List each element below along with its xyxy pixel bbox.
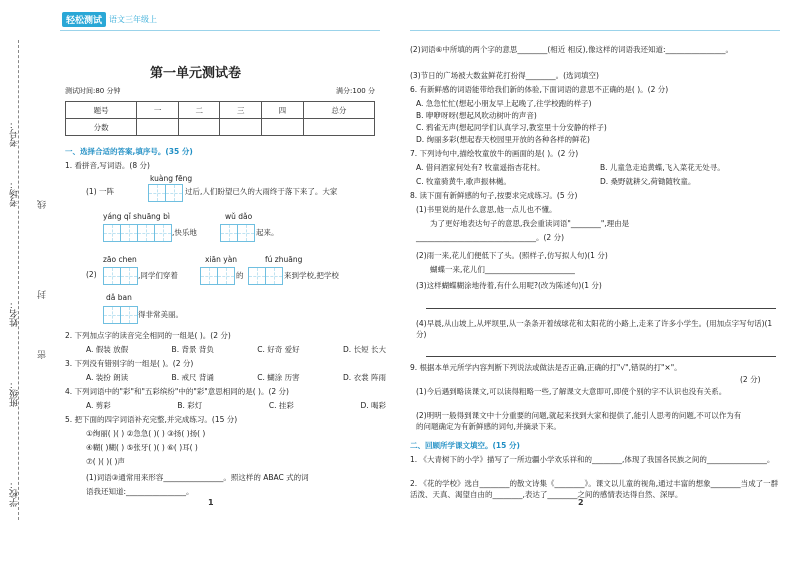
question-9: 9. 根据本单元所学内容判断下列说法或做法是否正确,正确的打"√",错误的打"×"。	[410, 363, 682, 372]
page-number: 2	[578, 498, 584, 507]
header-rule	[410, 30, 780, 31]
answer-line[interactable]	[426, 308, 776, 309]
table-cell: 总分	[303, 102, 374, 119]
brand-subtitle: 语文三年级上	[109, 14, 158, 24]
question-1: 1. 看拼音,写词语。(8 分)	[65, 161, 150, 170]
cut-mark-mi: 密	[38, 350, 48, 359]
pinyin: zāo chen	[103, 255, 137, 264]
q3-options	[86, 372, 386, 383]
grid-cell[interactable]	[154, 224, 172, 242]
score-table-score-row	[66, 119, 375, 136]
label-kaohao: 考号：	[10, 120, 20, 147]
score-table-header-row	[66, 102, 375, 119]
option[interactable]: C. 好奇 爱好	[257, 345, 300, 354]
grid-cell[interactable]	[220, 224, 238, 242]
option[interactable]: D. 桑野就耕父,荷锄随牧童。	[600, 177, 696, 186]
q1-2-text-d: 来到学校,把学校	[284, 271, 339, 280]
answer-line[interactable]	[426, 356, 776, 357]
table-cell[interactable]	[137, 119, 179, 136]
section-2-heading: 二、回顾所学课文填空。(15 分)	[410, 441, 520, 450]
question-4: 4. 下列词语中的"彩"和"五彩缤纷"中的"彩"意思相同的是( )。(2 分)	[65, 387, 289, 396]
pinyin: wǔ dǎo	[225, 212, 253, 221]
q8-sub-2: (2)雨一来,花儿们便低下了头。(照样子,仿写拟人句)(1 分)	[416, 251, 608, 260]
option[interactable]: A. 剪彩	[86, 401, 111, 410]
option[interactable]: C. 鸦雀无声(想起同学们认真学习,教室里十分安静的样子)	[416, 123, 607, 132]
pinyin: kuàng fēng	[150, 174, 193, 183]
q9-points: (2 分)	[740, 375, 761, 384]
table-cell: 题号	[66, 102, 137, 119]
binding-margin	[0, 40, 55, 540]
option[interactable]: B. 咿咿呀呀(想起风吹动树叶的声音)	[416, 111, 537, 120]
char-grid[interactable]	[220, 222, 254, 242]
question-3: 3. 下列没有错别字的一组是( )。(2 分)	[65, 359, 194, 368]
pinyin: xiān yàn	[205, 255, 238, 264]
grid-cell[interactable]	[237, 224, 255, 242]
grid-cell[interactable]	[217, 267, 235, 285]
header-rule	[60, 30, 380, 31]
brand-logo: 轻松测试	[62, 12, 106, 27]
q8-sub-1: (1)书里说的是什么意思,他一点儿也不懂。	[416, 205, 557, 214]
char-grid[interactable]	[248, 265, 282, 285]
full-score: 满分:100 分	[336, 87, 375, 95]
q8-sub-1-answer[interactable]: ________________________________。(2 分)	[416, 233, 565, 242]
grid-cell[interactable]	[148, 184, 166, 202]
q5-row-2: ④糊( )糊( ) ⑤张牙( )( ) ⑥( )耳( )	[86, 443, 198, 452]
q1-1-text-a: (1) 一阵	[86, 187, 115, 196]
char-grid[interactable]	[103, 222, 171, 242]
option[interactable]: B. 戒尺 背诵	[171, 373, 214, 382]
option[interactable]: C. 挂彩	[268, 401, 294, 410]
page-number: 1	[208, 498, 214, 507]
option[interactable]: D. 长短 长大	[343, 345, 386, 354]
grid-cell[interactable]	[120, 267, 138, 285]
q5-sub-4: (3)节日的广场被大数盆鲜花打扮得________。(选词填空)	[410, 71, 599, 80]
score-table	[65, 101, 375, 136]
char-grid[interactable]	[148, 182, 182, 202]
pinyin: dǎ ban	[106, 293, 132, 302]
label-kaochang: 考场：	[10, 180, 20, 207]
option[interactable]: B. 彩灯	[177, 401, 203, 410]
label-xuexiao: 学校：	[10, 480, 20, 507]
question-5: 5. 把下面的四字词语补充完整,并完成练习。(15 分)	[65, 415, 238, 424]
q8-sub-1-prompt: 为了更好地表达句子的意思,我会重读词语"________",理由是	[430, 219, 630, 228]
option[interactable]: A. 假装 放假	[86, 345, 129, 354]
pinyin: yáng qǐ shuāng bì	[103, 212, 170, 221]
q1-2-text-c: 的	[236, 271, 244, 280]
brand-header	[62, 12, 157, 26]
section-1-heading: 一、选择合适的答案,填序号。(35 分)	[65, 147, 193, 156]
q5-sub-3: (2)词语⑥中所填的两个字的意思________(相近 相反),像这样的词语我还知道:________________。	[410, 45, 733, 54]
option[interactable]: A. 借问酒家何处有? 牧童遥指杏花村。	[416, 163, 545, 172]
label-banji: 班级：	[10, 380, 20, 407]
test-time: 测试时间:80 分钟	[65, 87, 121, 95]
page-title: 第一单元测试卷	[150, 66, 242, 81]
grid-cell[interactable]	[120, 306, 138, 324]
q1-2-text-b: ,同学们穿着	[138, 271, 178, 280]
q5-row-1: ①绚丽( )( ) ②急急( )( ) ③扬( )扬( )	[86, 429, 206, 438]
question-11: 2. 《花的学校》选自________的散文诗集《________》。课文以儿童的视角,通过丰富的想象________当成了一群活泼、天真、渴望自由的________,表达了________之间的感情表达得自然、深厚。	[410, 479, 779, 499]
char-grid[interactable]	[103, 304, 137, 324]
table-cell: 三	[220, 102, 262, 119]
label-xingming: 姓名：	[10, 300, 20, 327]
grid-cell[interactable]	[103, 267, 121, 285]
q8-sub-4: (4)早晨,从山坡上,从坪坝里,从一条条开着绒球花和太阳花的小路上,走来了许多小学生。(用加点字写句话)(1 分)	[416, 319, 773, 339]
grid-cell[interactable]	[103, 224, 121, 242]
q1-1-text-c: ,快乐地	[172, 228, 197, 237]
grid-cell[interactable]	[137, 224, 155, 242]
table-cell: 四	[262, 102, 304, 119]
q1-1-text-b: 过后,人们盼望已久的大雨终于落下来了。大家	[185, 187, 338, 196]
question-6: 6. 有新鲜感的词语能带给我们新的体验,下面词语的意思不正确的是( )。(2 分)	[410, 85, 669, 94]
option[interactable]: C. 牧童骑黄牛,歌声振林樾。	[416, 177, 511, 186]
table-cell[interactable]	[220, 119, 262, 136]
table-cell: 分数	[66, 119, 137, 136]
grid-cell[interactable]	[248, 267, 266, 285]
table-cell: 一	[137, 102, 179, 119]
table-cell[interactable]	[262, 119, 304, 136]
option[interactable]: D. 衣裳 阵雨	[343, 373, 386, 382]
cut-line	[18, 40, 20, 520]
question-8: 8. 读下面有新鲜感的句子,按要求完成练习。(5 分)	[410, 191, 578, 200]
question-10: 1. 《大青树下的小学》描写了一所边疆小学欢乐祥和的________,体现了我国各民族之间的________________。	[410, 455, 775, 464]
q9-sub-1: (1)今后遇到略读课文,可以读得粗略一些,了解课文大意即可,即使个别的字不认识也没有关系。	[416, 387, 727, 396]
grid-cell[interactable]	[103, 306, 121, 324]
table-cell[interactable]	[178, 119, 220, 136]
option[interactable]: D. 绚丽多彩(想起春天校园里开放的各种各样的鲜花)	[416, 135, 590, 144]
option[interactable]: A. 急急忙忙(想起小朋友早上起晚了,往学校跑的样子)	[416, 99, 592, 108]
table-cell: 二	[178, 102, 220, 119]
option[interactable]: A. 装扮 朗读	[86, 373, 129, 382]
table-cell[interactable]	[303, 119, 374, 136]
grid-cell[interactable]	[265, 267, 283, 285]
grid-cell[interactable]	[200, 267, 218, 285]
q8-sub-2-answer[interactable]: 蝴蝶一来,花儿们________________________	[430, 265, 575, 274]
char-grid[interactable]	[103, 265, 137, 285]
q5-row-3: ⑦( )( )( )声	[86, 457, 125, 466]
q1-2-text-e: 得非常美丽。	[138, 310, 183, 319]
q9-sub-2: (2)明明一般得到课文中十分重要的问题,就起来找到大家和提供了,能引人思考的问题,不可以作为有的问题确定为有新鲜感的词句,并摘录下来。	[416, 411, 742, 431]
q1-2-text-a: (2)	[86, 270, 97, 279]
option[interactable]: D. 喝彩	[360, 401, 386, 410]
q2-options	[86, 344, 386, 355]
right-page	[400, 0, 800, 585]
pinyin: fú zhuāng	[265, 255, 303, 264]
q4-options	[86, 400, 386, 411]
option[interactable]: B. 儿童急走追黄蝶,飞入菜花无处寻。	[600, 163, 725, 172]
question-7: 7. 下列诗句中,描绘牧童放牛的画面的是( )。(2 分)	[410, 149, 579, 158]
option[interactable]: B. 背景 背负	[171, 345, 214, 354]
test-meta	[65, 86, 375, 96]
cut-mark-xian: 线	[38, 200, 48, 209]
cut-mark-feng: 封	[38, 290, 48, 299]
grid-cell[interactable]	[165, 184, 183, 202]
option[interactable]: C. 蝴涂 历害	[257, 373, 300, 382]
char-grid[interactable]	[200, 265, 234, 285]
q5-sub-1: (1)词语③通常用来形容________________。照这样的 ABAC 式的词	[86, 473, 309, 482]
q8-sub-3: (3)这样蝴蝶糊涂地待着,有什么用呢?(改为陈述句)(1 分)	[416, 281, 602, 290]
q1-1-text-d: 起来。	[256, 228, 279, 237]
grid-cell[interactable]	[120, 224, 138, 242]
q5-sub-2: 语我还知道:________________。	[86, 487, 194, 496]
question-2: 2. 下列加点字的读音完全相同的一组是( )。(2 分)	[65, 331, 231, 340]
